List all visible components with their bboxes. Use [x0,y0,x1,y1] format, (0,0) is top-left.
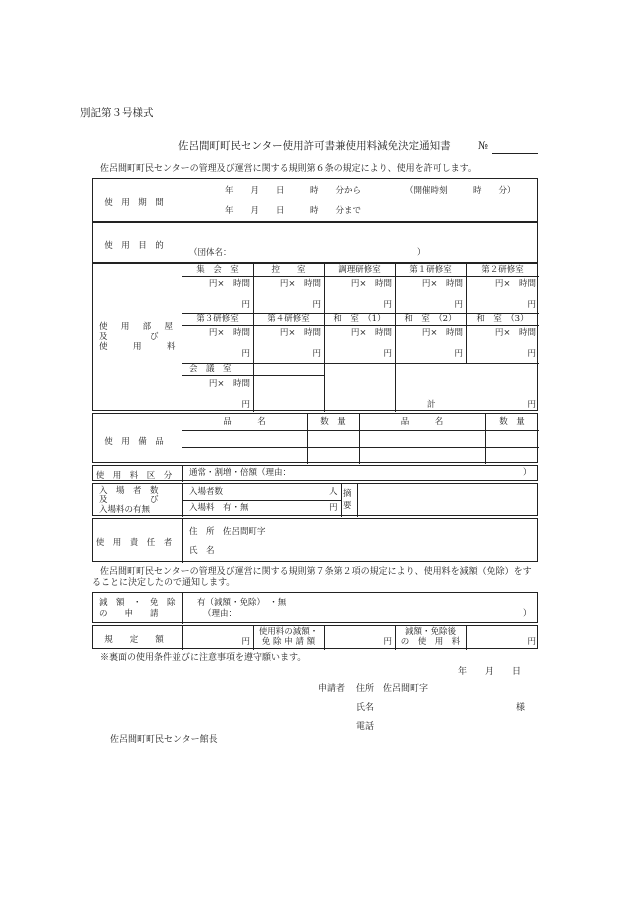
rate-cell: 円× 時間 [494,279,536,289]
yen-cell: 円 [527,300,536,310]
room-assembly-hall: 集 会 室 [196,265,239,275]
yen-cell: 円 [241,349,250,359]
yen-cell: 円 [241,300,250,310]
applicant-label: 申請者 [318,684,346,694]
fee-category-close: ） [523,468,532,478]
room-meeting-room: 会 議 室 [189,364,232,374]
fee-category-label: 使 用 料 区 分 [95,471,173,481]
group-name-label: （団体名： [189,248,232,258]
quantity-header: 数 量 [499,417,525,427]
remarks-label: 摘 要 [343,489,361,511]
standard-fee-label: 規 定 額 [104,635,164,645]
applied-reduction-label-2: 免 除 申 請 額 [261,637,316,647]
quantity-header: 数 量 [320,417,346,427]
rate-cell: 円× 時間 [421,328,463,338]
yen-cell: 円 [312,349,321,359]
reduction-label-line2: の 申 請 [99,609,159,619]
room-training-3: 第３研修室 [196,314,239,324]
applicant-name: 氏名 [356,703,375,713]
period-to: 年 月 日 時 分まで [225,206,362,216]
standard-fee-yen: 円 [241,637,250,647]
period-label: 使 用 期 間 [104,198,164,208]
rooms-label-line1: 使 用 部 屋 [99,322,173,332]
after-reduction-yen: 円 [527,637,536,647]
reduction-reason: （理由： [203,609,238,619]
fee-category-section [92,465,538,481]
attendees-label-line1: 入 場 者 数 [99,486,159,496]
attendees-section [92,483,538,516]
rate-cell: 円× 時間 [350,328,392,338]
room-japanese-2: 和 室 （2） [404,314,457,324]
room-training-1: 第１研修室 [409,265,452,275]
room-cooking-room: 調理研修室 [338,265,381,275]
fee-category-value: 通常・割増・倍額（理由： [189,468,292,478]
yen-cell: 円 [312,300,321,310]
item-name-header: 品 名 [223,417,266,427]
rooms-label-line3: 使 用 料 [99,342,176,352]
rate-cell: 円× 時間 [208,379,250,389]
room-training-4: 第４研修室 [267,314,310,324]
room-japanese-1: 和 室 （1） [333,314,386,324]
room-japanese-3: 和 室 （3） [476,314,529,324]
rate-cell: 円× 時間 [494,328,536,338]
reduction-label-line1: 減 額 ・ 免 除 [99,598,176,608]
total-yen: 円 [527,400,536,410]
applicant-address: 住所 佐呂間町字 [356,684,429,694]
rate-cell: 円× 時間 [279,328,321,338]
purpose-section [92,222,538,263]
applied-reduction-label-1: 使用料の減額・ [258,627,319,637]
total-label: 計 [427,400,436,410]
group-name-close: ） [417,248,426,258]
admission-fee-unit: 円 [329,503,338,513]
application-date: 年 月 日 [458,667,522,677]
issuer-name: 佐呂間町町民センター館長 [110,735,218,745]
applicant-phone: 電話 [356,722,375,732]
attendee-count-unit: 人 [329,487,338,497]
attendee-count: 入場者数 [189,487,224,497]
yen-cell: 円 [527,349,536,359]
footer-note: ※裏面の使用条件並びに注意事項を遵守願います。 [100,653,307,663]
after-reduction-label-1: 減額・免除後 [404,627,456,637]
number-underline [492,153,538,154]
responsible-address: 住 所 佐呂間町字 [189,527,266,537]
applicant-honorific: 様 [516,703,526,713]
reduction-section [92,592,538,623]
yen-cell: 円 [241,400,250,410]
responsible-section [92,518,538,562]
equipment-label: 使 用 備 品 [104,437,164,447]
room-waiting-room: 控 室 [271,265,306,275]
applied-reduction-yen: 円 [383,637,392,647]
purpose-label: 使 用 目 的 [104,241,164,251]
rooms-label-line2: 及 び [99,332,159,342]
responsible-label: 使 用 責 任 者 [95,538,173,548]
rooms-section [92,263,538,411]
fees-section [92,625,538,649]
room-training-2: 第２研修室 [481,265,524,275]
form-number: 別記第３号様式 [80,107,154,119]
yen-cell: 円 [383,349,392,359]
rate-cell: 円× 時間 [421,279,463,289]
attendees-label-line2: 及 び [99,495,159,505]
reduction-value: 有（減額・免除） ・無 [197,598,287,608]
responsible-name: 氏 名 [189,546,215,556]
rate-cell: 円× 時間 [208,279,250,289]
equipment-section [92,413,538,463]
reduction-notice: 佐呂間町町民センターの管理及び運営に関する規則第７条第２項の規定により、使用料を減額（免除）をすることに決定したので通知します。 [92,567,532,588]
rate-cell: 円× 時間 [350,279,392,289]
after-reduction-label-2: の 使 用 料 [400,637,461,647]
item-name-header: 品 名 [400,417,444,427]
admission-fee: 入場料 有・無 [189,503,249,513]
document-title: 佐呂間町町民センター使用許可書兼使用料減免決定通知書 [178,140,451,152]
period-section [92,178,538,222]
reduction-reason-close: ） [523,609,532,619]
attendees-label-line3: 入場料の有無 [99,505,151,515]
rate-cell: 円× 時間 [208,328,250,338]
period-from: 年 月 日 時 分から [225,186,362,196]
intro-text: 佐呂間町町民センターの管理及び運営に関する規則第６条の規定により、使用を許可します。 [100,164,477,174]
number-label: № [478,140,488,152]
yen-cell: 円 [454,300,463,310]
opening-time: （開催時刻 時 分） [405,186,516,196]
yen-cell: 円 [383,300,392,310]
rate-cell: 円× 時間 [279,279,321,289]
yen-cell: 円 [454,349,463,359]
